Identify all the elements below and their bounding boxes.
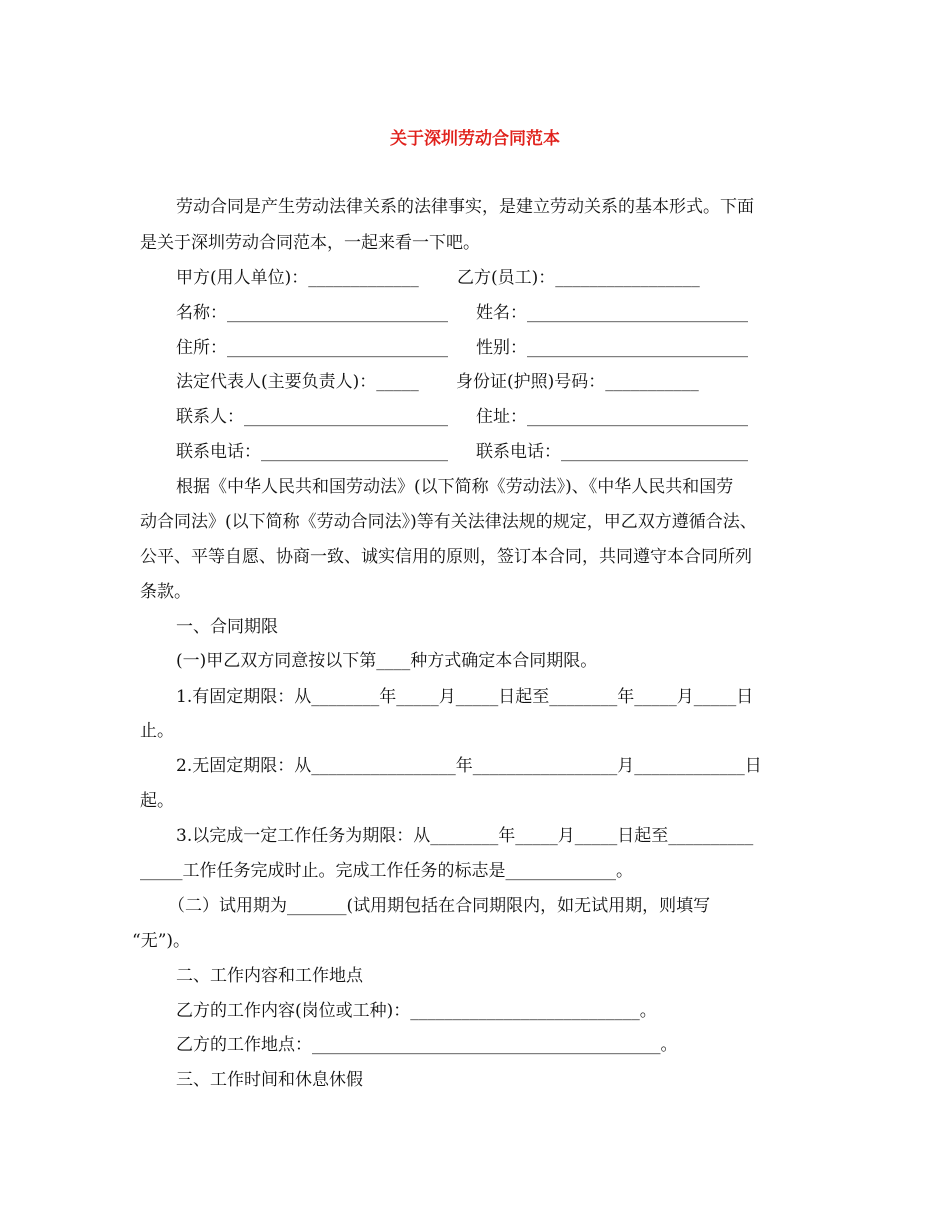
intro-line-2: 是关于深圳劳动合同范本，一起来看一下吧。 [140,233,480,253]
party-address-a: 住所：__________________________ [176,338,448,358]
party-party-a: 甲方(用人单位)：_____________ [176,268,419,288]
section-2-heading: 二、工作内容和工作地点 [176,966,363,986]
party-legal-rep-a: 法定代表人(主要负责人)：_____ [176,372,419,392]
task-term-line-2: _____工作任务完成时止。完成工作任务的标志是_____________。 [140,861,633,881]
probation-line-1: （二）试用期为_______(试用期包括在合同期限内，如无试用期，则填写 [168,896,711,916]
basis-line-3: 公平、平等自愿、协商一致、诚实信用的原则，签订本合同，共同遵守本合同所列 [140,547,752,567]
work-place-line: 乙方的工作地点：_________________________________________。 [176,1035,678,1055]
open-term-line-2: 起。 [140,791,174,811]
basis-line-1: 根据《中华人民共和国劳动法》(以下简称《劳动法》)、《中华人民共和国劳 [176,477,734,497]
intro-line-1: 劳动合同是产生劳动法律关系的法律事实，是建立劳动关系的基本形式。下面 [176,197,754,217]
probation-line-2: “无”)。 [132,931,191,951]
task-term-line-1: 3.以完成一定工作任务为期限：从________年_____月_____日起至__________ [176,826,754,846]
open-term-line-1: 2.无固定期限：从_________________年_________________月_____________日 [176,756,762,776]
party-id-number-b: 身份证(护照)号码：___________ [456,372,699,392]
basis-line-4: 条款。 [140,582,191,602]
party-name-b: 姓名：__________________________ [476,303,748,323]
party-residence-b: 住址：__________________________ [476,407,748,427]
party-contact-a: 联系人：________________________ [176,407,448,427]
basis-line-2: 动合同法》(以下简称《劳动合同法》)等有关法律法规的规定，甲乙双方遵循合法、 [140,512,757,532]
term-choice-line: (一)甲乙双方同意按以下第____种方式确定本合同期限。 [176,651,598,671]
document-title: 关于深圳劳动合同范本 [390,129,560,149]
work-content-line: 乙方的工作内容(岗位或工种)：___________________________。 [176,1001,657,1021]
party-name-a: 名称：__________________________ [176,303,448,323]
party-gender-b: 性别：__________________________ [476,338,748,358]
fixed-term-line-2: 止。 [140,721,174,741]
section-1-heading: 一、合同期限 [176,617,278,637]
party-phone-a: 联系电话：______________________ [176,442,448,462]
party-party-b: 乙方(员工)：_________________ [457,268,700,288]
fixed-term-line-1: 1.有固定期限：从________年_____月_____日起至________年_____月_____日 [176,687,754,707]
section-3-heading: 三、工作时间和休息休假 [176,1070,363,1090]
party-phone-b: 联系电话：______________________ [476,442,748,462]
